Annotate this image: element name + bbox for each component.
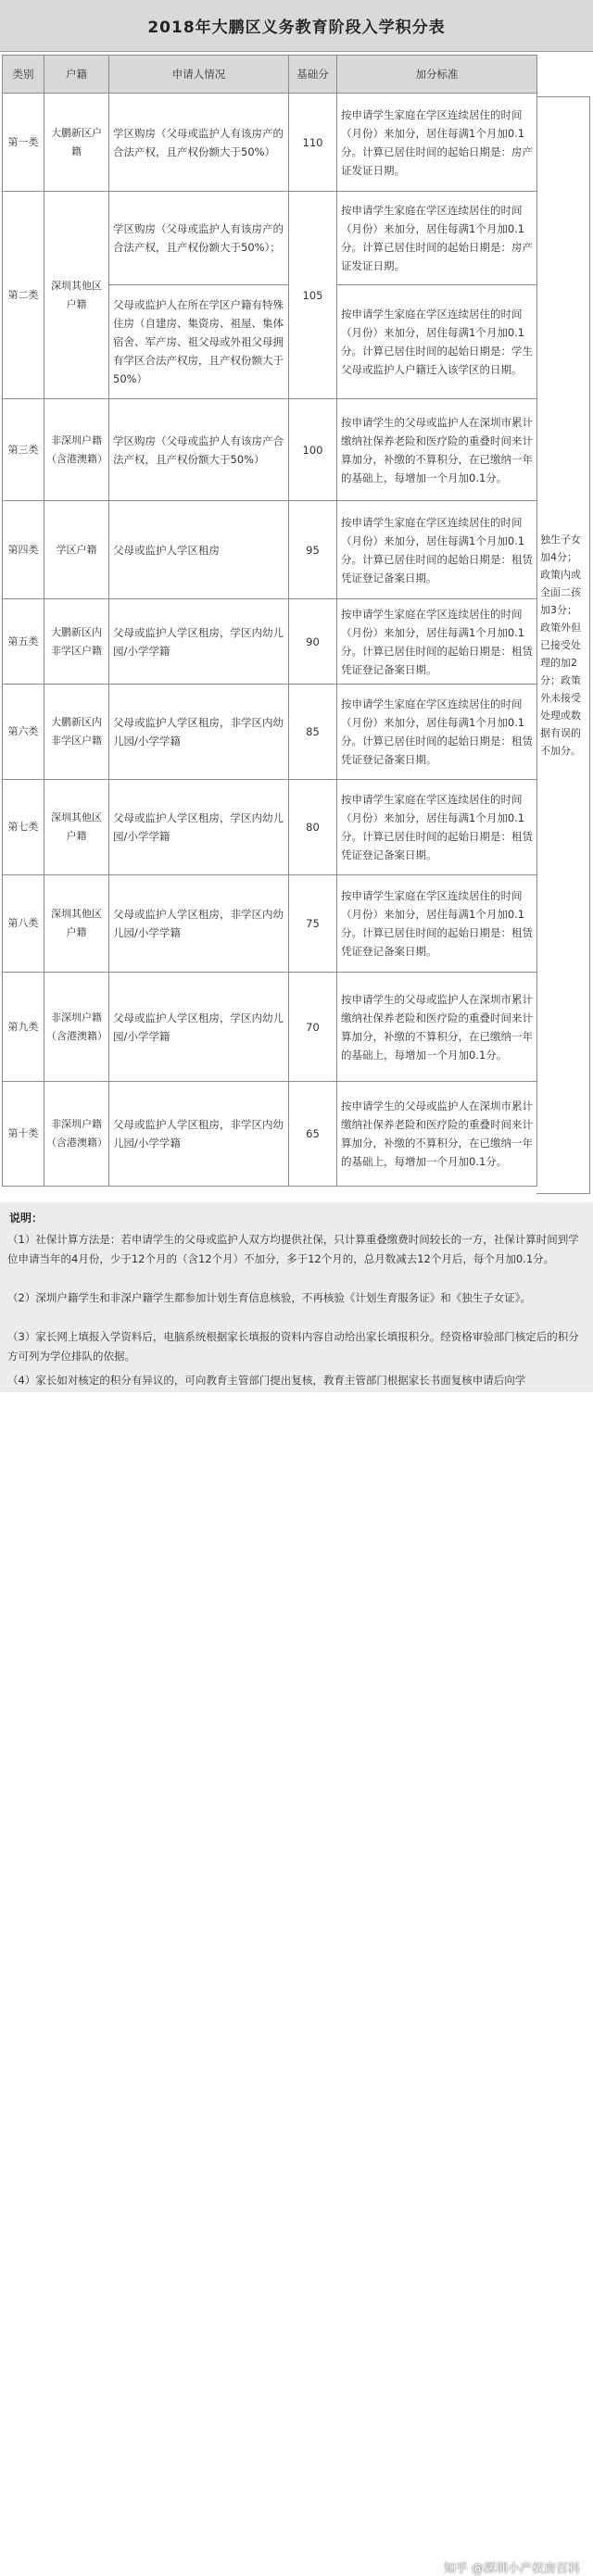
base-score-cell: 105 bbox=[289, 192, 337, 399]
table-row bbox=[3, 599, 537, 685]
standard-cell: 按申请学生家庭在学区连续居住的时间（月份）来加分，居住每满1个月加0.1分。计算已居住时间的起始日期是：租赁凭证登记备案日期。 bbox=[337, 685, 537, 780]
category-cell: 第三类 bbox=[3, 399, 44, 501]
header-row bbox=[3, 56, 537, 94]
notes-label: 说明： bbox=[9, 1212, 44, 1225]
watermark: 知乎 @深圳小产权房百科 bbox=[443, 2562, 580, 2576]
header-category: 类别 bbox=[3, 56, 44, 94]
note-item: （3）家长网上填报入学资料后，电脑系统根据家长填报的资料内容自动给出家长填报积分。经资格审验部门核定后的积分方可列为学位排队的依据。 bbox=[7, 1330, 579, 1363]
applicant-cell: 父母或监护人学区租房，学区内幼儿园/小学学籍 bbox=[109, 780, 289, 875]
header-bonus-standard: 加分标准 bbox=[337, 56, 537, 94]
standard-cell: 按申请学生家庭在学区连续居住的时间（月份）来加分，居住每满1个月加0.1分。计算已居住时间的起始日期是：房产证发证日期。 bbox=[337, 192, 537, 285]
category-cell: 第七类 bbox=[3, 780, 44, 875]
category-cell: 第十类 bbox=[3, 1082, 44, 1187]
household-cell: 深圳其他区户籍 bbox=[44, 875, 109, 973]
score-table bbox=[2, 55, 537, 1187]
base-score-cell: 70 bbox=[289, 973, 337, 1082]
standard-cell: 按申请学生家庭在学区连续居住的时间（月份）来加分，居住每满1个月加0.1分。计算已居住时间的起始日期是：租赁凭证登记备案日期。 bbox=[337, 599, 537, 685]
table-row bbox=[3, 685, 537, 780]
household-cell: 深圳其他区户籍 bbox=[44, 780, 109, 875]
category-cell: 第四类 bbox=[3, 501, 44, 599]
notes-section bbox=[0, 1202, 593, 2576]
table-row bbox=[3, 973, 537, 1082]
family-planning-bonus-cell bbox=[536, 96, 590, 1194]
base-score-cell: 110 bbox=[289, 94, 337, 192]
family-planning-bonus-text: 独生子女加4分；政策内或全面二孩加3分；政策外但已接受处理的加2分；政策外未接受处理或数据有误的不加分。 bbox=[540, 534, 581, 757]
category-cell: 第九类 bbox=[3, 973, 44, 1082]
applicant-cell: 父母或监护人在所在学区户籍有特殊住房（自建房、集资房、祖屋、集体宿舍、军产房、祖父母或外祖父母拥有学区合法产权房，且产权份额大于50%） bbox=[109, 285, 289, 399]
household-cell: 深圳其他区户籍 bbox=[44, 192, 109, 399]
base-score-cell: 80 bbox=[289, 780, 337, 875]
applicant-cell: 学区购房（父母或监护人有该房产合法产权，且产权份额大于50%） bbox=[109, 399, 289, 501]
category-cell: 第八类 bbox=[3, 875, 44, 973]
standard-cell: 按申请学生家庭在学区连续居住的时间（月份）来加分，居住每满1个月加0.1分。计算已居住时间的起始日期是：学生父母或监护人户籍迁入该学区的日期。 bbox=[337, 285, 537, 399]
standard-cell: 按申请学生家庭在学区连续居住的时间（月份）来加分，居住每满1个月加0.1分。计算已居住时间的起始日期是：租赁凭证登记备案日期。 bbox=[337, 780, 537, 875]
base-score-cell: 90 bbox=[289, 599, 337, 685]
applicant-cell: 学区购房（父母或监护人有该房产的合法产权，且产权份额大于50%） bbox=[109, 94, 289, 192]
header-applicant: 申请人情况 bbox=[109, 56, 289, 94]
standard-cell: 按申请学生的父母或监护人在深圳市累计缴纳社保养老险和医疗险的重叠时间来计算加分，补缴的不算积分，在已缴纳一年的基础上，每增加一个月加0.1分。 bbox=[337, 399, 537, 501]
applicant-cell: 父母或监护人学区租房，非学区内幼儿园/小学学籍 bbox=[109, 875, 289, 973]
household-cell: 大鹏新区内非学区户籍 bbox=[44, 685, 109, 780]
note-item: （1）社保计算方法是：若申请学生的父母或监护人双方均提供社保，只计算重叠缴费时间较长的一方，社保计算时间到学位申请当年的4月份，少于12个月的（含12个月）不加分，多于12个月的，总月数减去12个月后，每个月加0.1分。 bbox=[7, 1233, 579, 1265]
note-item: （4）家长如对核定的积分有异议的，可向教育主管部门提出复核，教育主管部门根据家长书面复核申请后向学 bbox=[7, 1374, 526, 1387]
table-row bbox=[3, 94, 537, 192]
applicant-cell: 父母或监护人学区租房 bbox=[109, 501, 289, 599]
table-row bbox=[3, 780, 537, 875]
header-household: 户籍 bbox=[44, 56, 109, 94]
table-row bbox=[3, 501, 537, 599]
category-cell: 第二类 bbox=[3, 192, 44, 399]
standard-cell: 按申请学生的父母或监护人在深圳市累计缴纳社保养老险和医疗险的重叠时间来计算加分，补缴的不算积分，在已缴纳一年的基础上，每增加一个月加0.1分。 bbox=[337, 1082, 537, 1187]
household-cell: 大鹏新区内非学区户籍 bbox=[44, 599, 109, 685]
household-cell: 非深圳户籍（含港澳籍） bbox=[44, 1082, 109, 1187]
applicant-cell: 学区购房（父母或监护人有该房产的合法产权，且产权份额大于50%）； bbox=[109, 192, 289, 285]
standard-cell: 按申请学生家庭在学区连续居住的时间（月份）来加分，居住每满1个月加0.1分。计算已居住时间的起始日期是：房产证发证日期。 bbox=[337, 94, 537, 192]
table-title: 2018年大鹏区义务教育阶段入学积分表 bbox=[0, 0, 593, 52]
household-cell: 非深圳户籍（含港澳籍） bbox=[44, 973, 109, 1082]
household-cell: 学区户籍 bbox=[44, 501, 109, 599]
base-score-cell: 95 bbox=[289, 501, 337, 599]
base-score-cell: 100 bbox=[289, 399, 337, 501]
base-score-cell: 85 bbox=[289, 685, 337, 780]
household-cell: 大鹏新区户籍 bbox=[44, 94, 109, 192]
note-item: （2）深圳户籍学生和非深户籍学生都参加计划生育信息核验，不再核验《计划生育服务证》和《独生子女证》。 bbox=[7, 1291, 532, 1304]
standard-cell: 按申请学生家庭在学区连续居住的时间（月份）来加分，居住每满1个月加0.1分。计算已居住时间的起始日期是：租赁凭证登记备案日期。 bbox=[337, 875, 537, 973]
standard-cell: 按申请学生家庭在学区连续居住的时间（月份）来加分，居住每满1个月加0.1分。计算已居住时间的起始日期是：租赁凭证登记备案日期。 bbox=[337, 501, 537, 599]
applicant-cell: 父母或监护人学区租房，非学区内幼儿园/小学学籍 bbox=[109, 1082, 289, 1187]
table-row bbox=[3, 399, 537, 501]
category-cell: 第六类 bbox=[3, 685, 44, 780]
household-cell: 非深圳户籍（含港澳籍） bbox=[44, 399, 109, 501]
table-row bbox=[3, 1082, 537, 1187]
category-cell: 第一类 bbox=[3, 94, 44, 192]
category-cell: 第五类 bbox=[3, 599, 44, 685]
header-base-score: 基础分 bbox=[289, 56, 337, 94]
applicant-cell: 父母或监护人学区租房，非学区内幼儿园/小学学籍 bbox=[109, 685, 289, 780]
standard-cell: 按申请学生的父母或监护人在深圳市累计缴纳社保养老险和医疗险的重叠时间来计算加分，补缴的不算积分，在已缴纳一年的基础上，每增加一个月加0.1分。 bbox=[337, 973, 537, 1082]
base-score-cell: 65 bbox=[289, 1082, 337, 1187]
applicant-cell: 父母或监护人学区租房，学区内幼儿园/小学学籍 bbox=[109, 973, 289, 1082]
table-row bbox=[3, 875, 537, 973]
applicant-cell: 父母或监护人学区租房，学区内幼儿园/小学学籍 bbox=[109, 599, 289, 685]
base-score-cell: 75 bbox=[289, 875, 337, 973]
table-row bbox=[3, 192, 537, 285]
